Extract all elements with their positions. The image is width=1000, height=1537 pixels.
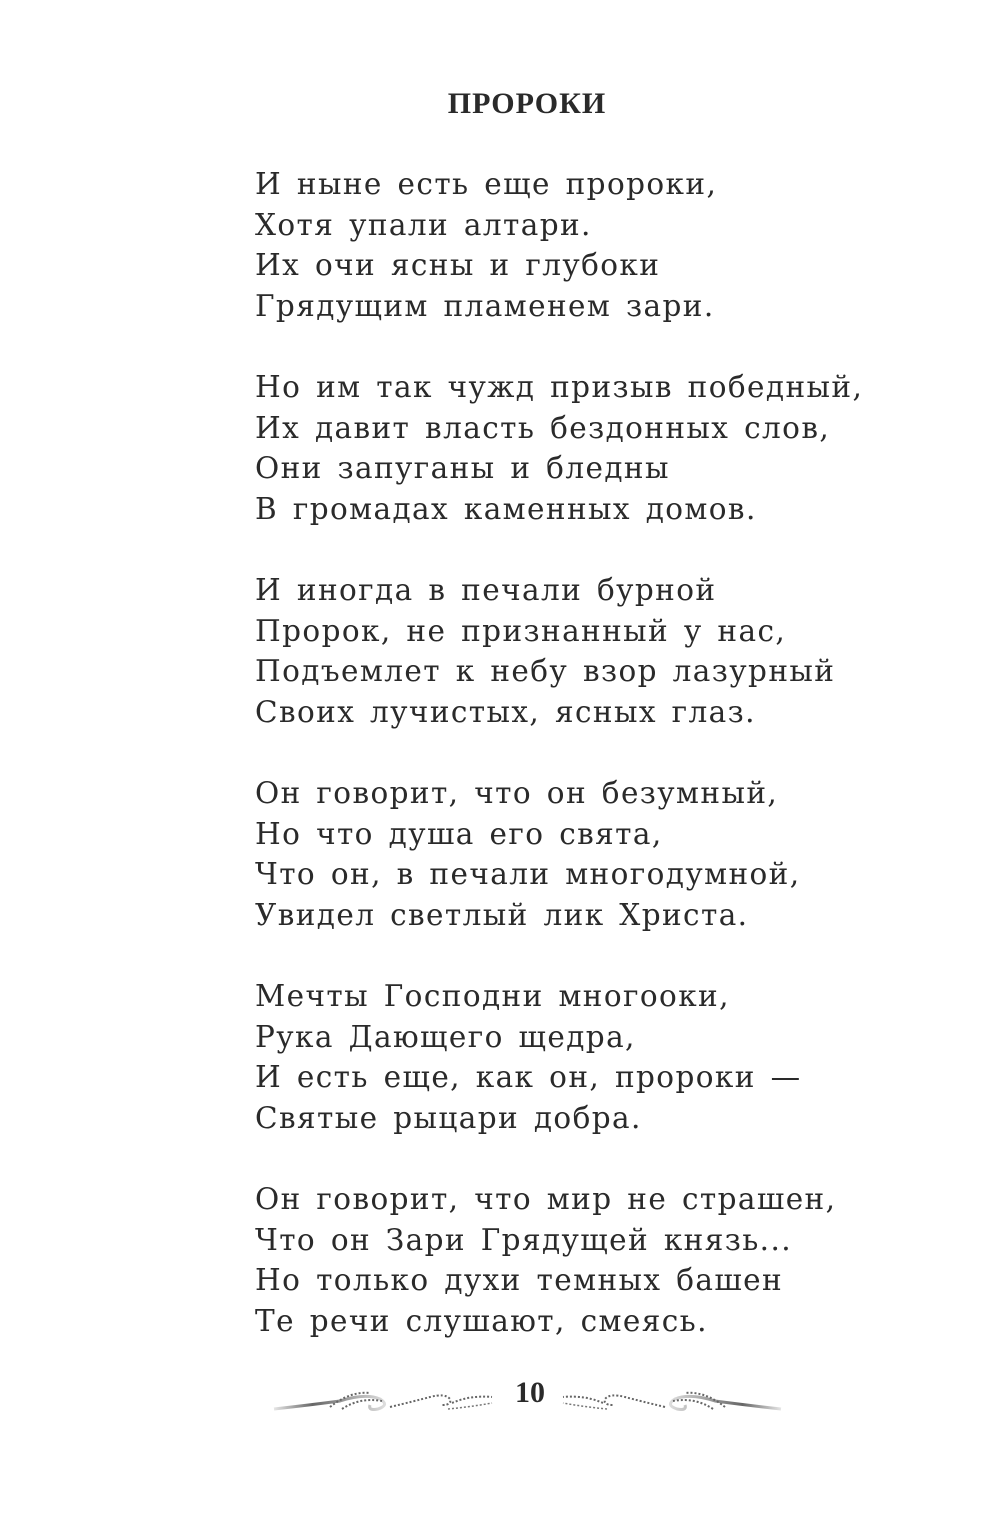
poem-line: И иногда в печали бурной — [255, 573, 717, 607]
poem-line: Те речи слушают, смеясь. — [255, 1303, 708, 1338]
poem-line: Что он Зари Грядущей князь... — [255, 1222, 793, 1257]
poem-line: Пророк, не признанный у нас, — [255, 613, 787, 648]
flourish-ornament-icon — [560, 1379, 785, 1419]
stanza-6 — [255, 1179, 955, 1341]
poem-line: Подъемлет к небу взор лазурный — [255, 654, 836, 688]
poem-line: Святые рыцари добра. — [255, 1100, 642, 1135]
poem-line: Но только духи темных башен — [255, 1263, 784, 1297]
poem-title: ПРОРОКИ — [447, 87, 607, 120]
poem-line: Что он, в печали многодумной, — [255, 857, 801, 891]
stanza-4 — [255, 773, 955, 935]
poem-body — [255, 164, 955, 1382]
poem-line: Но что душа его свята, — [255, 816, 663, 851]
poem-line: Он говорит, что мир не страшен, — [255, 1182, 837, 1216]
stanza-5 — [255, 976, 955, 1138]
poem-line: И ныне есть еще пророки, — [255, 167, 718, 201]
page-footer — [270, 1365, 790, 1425]
poem-line: Увидел светлый лик Христа. — [255, 897, 749, 932]
flourish-ornament-icon — [270, 1379, 495, 1419]
poem-line: Хотя упали алтари. — [255, 207, 592, 242]
stanza-1 — [255, 164, 955, 326]
poem-line: Своих лучистых, ясных глаз. — [255, 694, 756, 729]
stanza-2 — [255, 367, 955, 529]
poem-line: И есть еще, как он, пророки — — [255, 1060, 802, 1094]
poem-line: В громадах каменных домов. — [255, 491, 757, 526]
page-number: 10 — [515, 1376, 545, 1409]
poem-line: Их очи ясны и глубоки — [255, 248, 661, 282]
poem-line: Они запуганы и бледны — [255, 451, 670, 485]
poem-line: Рука Дающего щедра, — [255, 1019, 636, 1054]
poem-line: Но им так чужд призыв победный, — [255, 370, 864, 404]
stanza-3 — [255, 570, 955, 732]
poem-line: Он говорит, что он безумный, — [255, 776, 779, 810]
poem-line: Мечты Господни многооки, — [255, 979, 730, 1013]
poem-line: Грядущим пламенем зари. — [255, 288, 715, 323]
poem-line: Их давит власть бездонных слов, — [255, 410, 831, 445]
